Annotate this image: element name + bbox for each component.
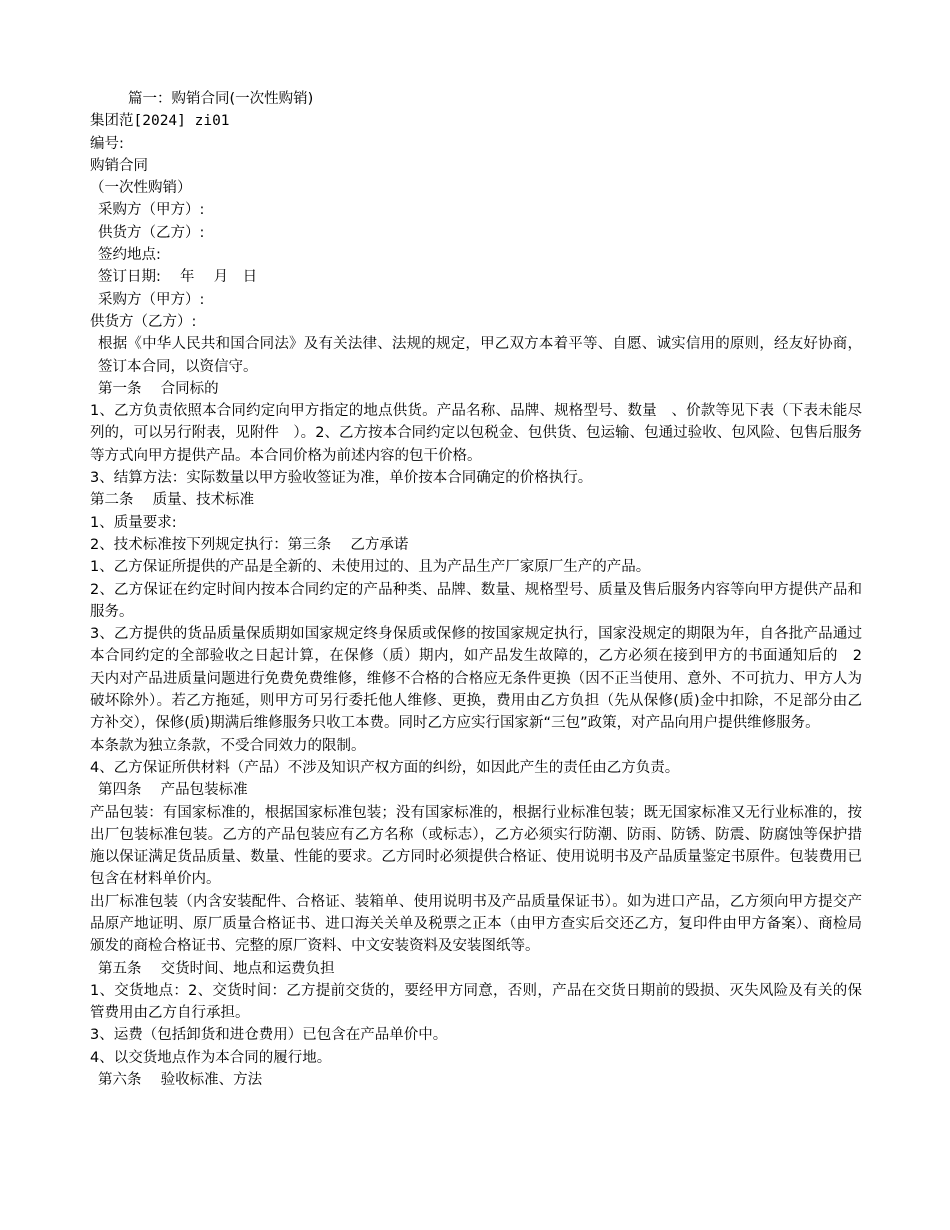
- article-1-clauses-1-2: 1、乙方负责依照本合同约定向甲方指定的地点供货。产品名称、品牌、规格型号、数量 、价款等见下表（下表未能尽列的，可以另行附表，见附件 ）。2、乙方按本合同约定以包税金、包供货、包运输、包通过验收、包风险、包售后服务等方式向甲方提供产品。本合同价格为前述内容的包干价格。: [90, 403, 862, 464]
- article-4-packaging: 产品包装：有国家标准的，根据国家标准包装；没有国家标准的，根据行业标准包装；既无国家标准又无行业标准的，按出厂包装标准包装。乙方的产品包装应有乙方名称（或标志），乙方必须实行防潮、防雨、防锈、防震、防腐蚀等保护措施以保证满足货品质量、数量、性能的要求。乙方同时必须提供合格证、使用说明书及产品质量鉴定书原件。包装费用已包含在材料单价内。: [90, 804, 862, 888]
- article-3-clause-1: 1、乙方保证所提供的产品是全新的、未使用过的、且为产品生产厂家原厂生产的产品。: [90, 559, 651, 576]
- article-6-title: 第六条 验收标准、方法: [98, 1072, 263, 1089]
- document-heading: 篇一：购销合同(一次性购销): [128, 91, 314, 107]
- group-code: 集团范[2024] zi01: [90, 113, 230, 130]
- contract-title: 购销合同: [90, 157, 148, 174]
- article-1-clause-3: 3、结算方法：实际数量以甲方验收签证为准，单价按本合同确定的价格执行。: [90, 470, 593, 487]
- article-2-clause-2: 2、技术标准按下列规定执行：第三条 乙方承诺: [90, 536, 409, 553]
- supplier-label: 供货方（乙方）:: [98, 224, 205, 241]
- supplier-label-repeat: 供货方（乙方）:: [90, 313, 197, 330]
- article-4-factory-packaging: 出厂标准包装（内含安装配件、合格证、装箱单、使用说明书及产品质量保证书）。如为进口产品，乙方须向甲方提交产品原产地证明、原厂质量合格证书、进口海关关单及税票之正本（由甲方查实后交还乙方，复印件由甲方备案）、商检局颁发的商检合格证书、完整的原厂资料、中文安装资料及安装图纸等。: [90, 893, 862, 955]
- signing-date: 签订日期: 年 月 日: [98, 269, 258, 286]
- article-3-clause-2: 2、乙方保证在约定时间内按本合同约定的产品种类、品牌、数量、规格型号、质量及售后服务内容等向甲方提供产品和服务。: [90, 581, 862, 620]
- article-2-clause-1: 1、质量要求:: [90, 514, 177, 531]
- article-2-title: 第二条 质量、技术标准: [90, 492, 255, 509]
- preamble-paragraph: 根据《中华人民共和国合同法》及有关法律、法规的规定，甲乙双方本着平等、自愿、诚实信用的原则，经友好协商，签订本合同，以资信守。: [98, 336, 862, 375]
- buyer-label-repeat: 采购方（甲方）:: [98, 291, 205, 308]
- contract-subtitle: （一次性购销）: [90, 180, 192, 197]
- article-3-clause-3: 3、乙方提供的货品质量保质期如国家规定终身保质或保修的按国家规定执行，国家没规定的期限为年，自各批产品通过本合同约定的全部验收之日起计算，在保修（质）期内，如产品发生故障的，乙方必须在接到甲方的书面通知后的 2 天内对产品进质量问题进行免费免费维修，维修不合格的合格应无条件更换（因不正当使用、意外、不可抗力、甲方人为破坏除外）。若乙方拖延，则甲方可另行委托他人维修、更换，费用由乙方负担（先从保修(质)金中扣除，不足部分由乙方补交），保修(质)期满后维修服务只收工本费。同时乙方应实行国家新“三包”政策，对产品向用户提供维修服务。: [90, 626, 877, 732]
- article-5-title: 第五条 交货时间、地点和运费负担: [98, 960, 335, 977]
- article-5-clause-3: 3、运费（包括卸货和进仓费用）已包含在产品单价中。: [90, 1027, 448, 1044]
- number-label: 编号:: [90, 135, 124, 152]
- article-5-clauses-1-2: 1、交货地点：2、交货时间：乙方提前交货的，要经甲方同意，否则，产品在交货日期前的毁损、灭失风险及有关的保管费用由乙方自行承担。: [90, 982, 862, 1022]
- signing-place: 签约地点:: [98, 247, 161, 264]
- article-5-clause-4: 4、以交货地点作为本合同的履行地。: [90, 1049, 332, 1066]
- article-3-note: 本条款为独立条款，不受合同效力的限制。: [90, 737, 366, 754]
- buyer-label: 采购方（甲方）:: [98, 202, 205, 219]
- article-1-title: 第一条 合同标的: [98, 380, 219, 397]
- article-4-title: 第四条 产品包装标准: [98, 782, 248, 799]
- article-3-clause-4: 4、乙方保证所供材料（产品）不涉及知识产权方面的纠纷，如因此产生的责任由乙方负责。: [90, 759, 680, 776]
- contract-document: [90, 88, 877, 1091]
